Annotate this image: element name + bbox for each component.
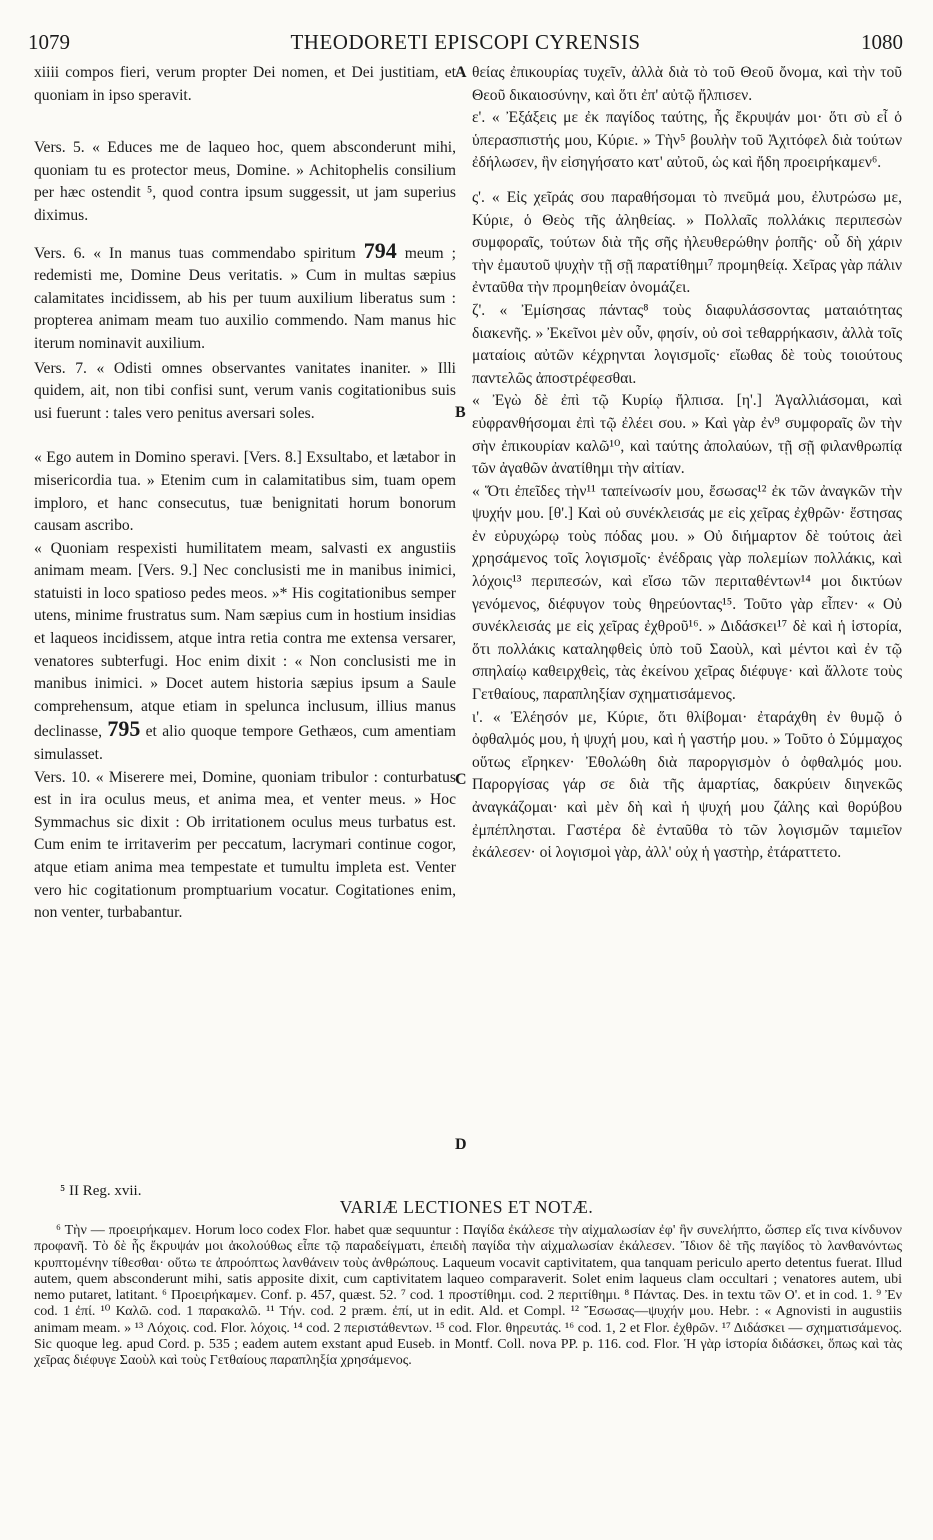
variae-title: VARIÆ LECTIONES ET NOTÆ. xyxy=(339,1197,594,1217)
footnote: ⁵ II Reg. xvii. xyxy=(60,1183,142,1199)
greek-paragraph: « Ὅτι ἐπεῖδες τὴν¹¹ ταπείνωσίν μου, ἔσωσας¹² ἐκ τῶν ἀναγκῶν τὴν ψυχήν μου. [θ'.] Καὶ οὐ συνέκλεισάς με εἰς χεῖρας ἐχθρῶν· ἔστησας ἐν εὐρυχώρῳ τοὺς πόδας μου. » Οὐ διήμαρτον δὲ τούτοις ἀεὶ χρησάμενος τοῖς λογισμοῖς· ἐνέδραις γὰρ πολεμίων πολλάκις, καὶ λόχοις¹³ περιπεσών, καὶ εἴσω τῶν περιταθέντων¹⁴ μοι δικτύων γενόμενος, διέφυγον τοὺς θηρεύοντας¹⁵. Τοῦτο γὰρ εἶπεν· « Οὐ συνέκλεισάς με εἰς χεῖρας ἐχθροῦ¹⁶. » Διδάσκει¹⁷ δὲ καὶ ἡ ἱστορία, ὅτι πολλάκις καταληφθεὶς ὑπὸ τοῦ Σαοὺλ, καὶ μέντοι καὶ ἐν τῷ σπηλαίῳ καθειρχθεὶς, τὰς ἐκείνου χεῖρας διέφυγε· καὶ ἄλλοτε τοὺς Γετθαίους, παραπληξίαν σχηματισάμενος. xyxy=(472,482,902,704)
latin-paragraph: Vers. 5. « Educes me de laqueo hoc, quem absconderunt mihi, quoniam tu es protector meus, Domine. » Achitophelis consilium per hæc ostendit ⁵, quod contra ipsum suggessit, ut jam superius diximus. xyxy=(34,139,456,224)
greek-paragraph: ι'. « Ἐλέησόν με, Κύριε, ὅτι θλίβομαι· ἐταράχθη ἐν θυμῷ ὁ ὀφθαλμός μου, ἡ ψυχή μου, καὶ ἡ γαστήρ μου. » Τοῦτο ὁ Σύμμαχος οὕτως εἴρηκεν· Ἐθολώθη διὰ παροργισμὸν ὁ ὀφθαλμός μου. Παροργίσας γάρ σε διὰ τῆς ἁμαρτίας, δακρύειν διηνεκῶς ἀναγκάζομαι· καὶ μὲν δὴ καὶ ἡ ψυχή μου ζάλης καὶ θορύβου ἐμπέπλησται. Γαστέρα δὲ ἐνταῦθα τὸ τῶν λογισμῶν ταμιεῖον ἐκάλεσεν· οἱ λογισμοὶ γὰρ, ἀλλ' οὐχ ἡ γαστὴρ, ἐτάραττετο. xyxy=(472,708,902,862)
running-header xyxy=(28,30,903,56)
latin-paragraph: xiiii compos fieri, verum propter Dei nomen, et Dei justitiam, et quoniam in ipso speravit. xyxy=(34,64,456,104)
page-number-left: 1079 xyxy=(28,30,70,54)
greek-paragraph: θείας ἐπικουρίας τυχεῖν, ἀλλὰ διὰ τὸ τοῦ Θεοῦ ὄνομα, καὶ τὴν τοῦ Θεοῦ δικαιοσύνην, καὶ ὅτι ἐπ' αὐτῷ ἤλπισεν. xyxy=(472,64,902,104)
latin-paragraph: « Quoniam respexisti humilitatem meam, salvasti ex angustiis animam meam. [Vers. 9.] Nec conclusisti me in manibus inimici, statuisti in loco spatioso pedes meos. »* His cogitationibus semper utens, minime frustratus sum. Nam sæpius cum in hostium insidias et laqueos incidissem, atque intra retia contra me extensa versarer, venatores subterfugi. Hoc enim dixit : « Non conclusisti me in manibus inimici. » Docet autem historia sæpius ipsum a Saule comprehensum, atque etiam in spelunca inclusum, illius manus declinasse, 795 et alio quoque tempore Gethæos, cum amentiam simulasset. xyxy=(34,539,456,764)
greek-paragraph: ς'. « Εἰς χεῖράς σου παραθήσομαι τὸ πνεῦμά μου, ἐλυτρώσω με, Κύριε, ὁ Θεὸς τῆς ἀληθείας. » Πολλαῖς πολλάκις περιπεσὼν συμφοραῖς, τούτων διὰ τῆς σῆς ἠλευθερώθην ῥοπῆς· οὗ δὴ χάριν τὴν ἐμαυτοῦ ψυχὴν τῇ σῇ παρατίθημι⁷ προμηθείᾳ. Χεῖρας γὰρ πάλιν ἐνταῦθα τὴν προμηθείαν ὀνομάζει. xyxy=(472,188,902,297)
latin-column xyxy=(34,62,456,925)
greek-column xyxy=(472,62,902,865)
latin-paragraph: Vers. 7. « Odisti omnes observantes vanitates inaniter. » Illi quidem, ait, non tibi confisi sunt, verum vanis cogitationibus suis usi fuerunt : tales vero penitus aversari soles. xyxy=(34,359,456,422)
section-marker-a: A xyxy=(455,64,467,81)
column-number-794: 794 xyxy=(363,237,397,263)
section-marker-d: D xyxy=(455,1136,467,1153)
section-marker-b: B xyxy=(455,404,466,421)
section-marker-c: C xyxy=(455,771,467,788)
column-number-795: 795 xyxy=(107,716,141,742)
greek-paragraph: « Ἐγὼ δὲ ἐπὶ τῷ Κυρίῳ ἤλπισα. [η'.] Ἀγαλλιάσομαι, καὶ εὐφρανθήσομαι ἐπὶ τῷ ἐλέει σου. » Καὶ γὰρ ἐν⁹ συμφοραῖς ὢν τὴν σὴν ἐπικουρίαν καλῶ¹⁰, καὶ ταύτης ἀπολαύων, τῇ σῇ φιλανθρωπίᾳ τῶν ἀγαθῶν ἀνατίθημι τὴν αἰτίαν. xyxy=(472,392,902,478)
variae-notes xyxy=(34,1223,902,1370)
notes-text: ⁶ Τὴν — προειρήκαμεν. Horum loco codex Flor. habet quæ sequuntur : Παγίδα ἐκάλεσε τὴν αἰχμαλωσίαν ἐφ' ἣν συνελήπτο, ὥσπερ εἴς τινα κίνδυνον προφανῆ. Τὸ δὲ ἧς ἔκρυψάν μοι ἀκολούθως εἶπε τῷ παραδείγματι, ἐπειδὴ παγίδα τὴν αἰχμαλωσίαν ἐκάλεσεν. Ἴδιον δὲ τῆς παγίδος τὸ λανθανόντως κρυπτομένην τίθεσθαι· οὕτω τε ἀπροόπτως λανθάνειν τοὺς ἀνθρώπους. Laqueum vocavit captivitatem, qua tanquam periculo aperto detentus fuerat. Illud autem, quem absconderunt mihi, satis apposite dixit, cum captivitatem laqueo comparaverit. Solet enim laqueus clam occultari ; venatores autem, ubi nemo putaret, latitant. ⁶ Προειρήκαμεν. Conf. p. 457, quæst. 52. ⁷ cod. 1 προστίθημι. cod. 2 περιτίθημι. ⁸ Πάντας. Des. in textu τῶν Ο'. et in cod. 1. ⁹ Ἐν cod. 1 ἐπί. ¹⁰ Καλῶ. cod. 1 παρακαλῶ. ¹¹ Τήν. cod. 2 præm. ἐπί, ut in edit. Ald. et Compl. ¹² Ἔσωσας—ψυχήν μου. Hebr. : « Agnovisti in augustiis animam meam. » ¹³ Λόχοις. cod. Flor. λόχοις. ¹⁴ cod. 2 περιστάθεντων. ¹⁵ cod. Flor. θηρευτάς. ¹⁶ cod. 1, 2 et Flor. ἐχθρῶν. ¹⁷ Διδάσκει — σχηματισάμενος. Sic quoque leg. apud Cord. p. 535 ; eadem autem exstant apud Euseb. in Montf. Coll. nova PP. p. 116. cod. Flor. Ἡ γὰρ ἱστορία διδάσκει, ὅπως καὶ τὰς χεῖρας διέφυγε Σαοὺλ καὶ τοὺς Γετθαίους παραπληξία χρησάμενος. xyxy=(34,1223,902,1369)
latin-paragraph: Vers. 10. « Miserere mei, Domine, quoniam tribulor : conturbatus est in ira oculus meus, et anima mea, et venter meus. » Hoc Symmachus sic dixit : Ob irritationem oculus meus turbatus est. Cum enim te irritaverim per peccatum, lacrymari continue cogor, atque etiam anima mea tempestate et tumultu impleta est. Venter vero hic cogitationum promptuarium vocatur. Cogitationes enim, non venter, turbabantur. xyxy=(34,768,456,922)
latin-paragraph: « Ego autem in Domino speravi. [Vers. 8.] Exsultabo, et lætabor in misericordia tua. » Etenim cum in calamitatibus sim, tuam opem imploro, et hanc consecutus, tuæ benignitati horum bonorum causam ascribo. xyxy=(34,449,456,535)
greek-paragraph: ε'. « Ἐξάξεις με ἐκ παγίδος ταύτης, ἧς ἔκρυψάν μοι· ὅτι σὺ εἶ ὁ ὑπερασπιστής μου, Κύριε. » Τὴν⁵ βουλὴν τοῦ Ἀχιτόφελ διὰ τούτων ἐδήλωσεν, ἣν εἰσηγήσατο κατ' αὐτοῦ, ὡς καὶ ἤδη προειρήκαμεν⁶. xyxy=(472,109,902,172)
running-title: THEODORETI EPISCOPI CYRENSIS xyxy=(290,30,641,54)
page-number-right: 1080 xyxy=(861,30,903,54)
greek-paragraph: ζ'. « Ἐμίσησας πάντας⁸ τοὺς διαφυλάσσοντας ματαιότητας διακενῆς. » Ἐκεῖνοι μὲν οὖν, φησίν, οὐ σοὶ τεθαρρήκασιν, ἀλλὰ τοῖς ματαίοις αὐτῶν κέχρηνται λογισμοῖς· εἴωθας δὲ τοὺς τοιούτους παντελῶς ἀποστρέφεσθαι. xyxy=(472,301,902,387)
latin-paragraph: Vers. 6. « In manus tuas commendabo spiritum 794 meum ; redemisti me, Domine Deus veritatis. » Cum in multas sæpius calamitates incidissem, ab his per tuum auxilium liberatus sum : propterea animam meam tuo auxilio commendo. Nam manus hic iterum nominavit auxilium. xyxy=(34,237,456,352)
